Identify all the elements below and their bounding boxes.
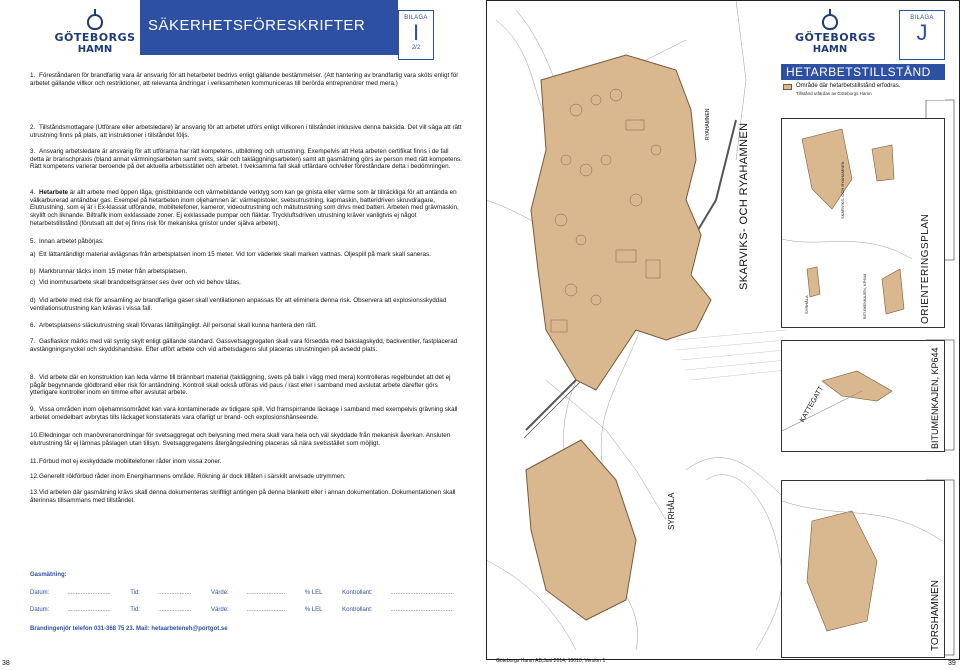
rule-item: [30, 374, 464, 397]
lel-field: % LEL: [304, 607, 323, 613]
rule-item: [30, 338, 464, 353]
bitumenkajen-small-label: BITUMENKAJEN, KP644: [862, 273, 867, 319]
syrhala-label: SYRHÅLA: [667, 492, 676, 530]
varde-field[interactable]: Värde:: [211, 590, 229, 596]
rule-number: d): [30, 297, 36, 304]
rule-text: Vid inomhusarbete skall brandcellsgränser ses över och vid behov tätas.: [39, 279, 241, 286]
rule-text: Elledningar och manövreranordningar för svetsaggregat och belysning med mera skall vara hela och väl skyddade från mekanisk åverkan. Ansluten elutrustning får ej lämnas påslagen utan tillsyn. Svetsaggregatens återgångsledning placeras så nära svetsstället som möjligt.: [30, 432, 451, 447]
rule-item: [30, 322, 464, 330]
legend-text: Område där hetarbetstillstånd erfodras.: [796, 83, 901, 89]
page-number-right: 39: [948, 660, 956, 667]
skarviks-main-label: SKARVIKS- OCH RYAHAMNEN: [738, 122, 750, 290]
rule-number: 1.: [30, 72, 36, 79]
kontrollant-field[interactable]: Kontrollant:: [342, 607, 373, 613]
legend: [781, 82, 945, 100]
varde-field[interactable]: Värde:: [211, 607, 229, 613]
rule-text: Vid arbeten där gasmätning krävs skall denna dokumenteras skriftligt antingen på denna blankett eller i annan dokumentation. Dokumentationen skall återinnas tillsammans med tillståndet.: [30, 489, 456, 504]
rule-number: 4.: [30, 189, 36, 196]
rule-text: Ett lättantändligt material avlägsnas från arbetsplatsen inom 15 meter. Vid torr väderlek skall marken vattnas. Oljespill på mark skall saneras.: [39, 251, 431, 258]
rule-number: 3.: [30, 148, 36, 155]
anchor-icon: [822, 14, 838, 30]
inset-orienteringsplan: [781, 118, 945, 328]
bilaga-box-left: [398, 10, 434, 60]
rule-item: [30, 238, 464, 246]
rule-text: Vid arbete med risk för ansamling av brandfarliga gaser skall ventilationen anpassas för att eliminera denna risk. Observera att explosionsskyddad ventilationsutrustning kan krävas i vissa fall.: [30, 297, 447, 312]
rule-text: Gasflaskor märks med väl synlig skylt enligt gällande standard. Gassvetsaggregaten skall vara försedda med bakslagskydd, backventiler, fastplacerad avstängningsnyckel och skyddshandske. Efter utfört arbete och vid arbetsdagens slut placeras utrustningen på avsedd plats.: [30, 338, 458, 353]
rule-number: a): [30, 251, 36, 258]
rule-item: [30, 458, 464, 466]
footer: Göteborgs Hamn AB,Juni 2014, 10010, Version 1: [496, 658, 606, 664]
bilaga-box-right: [899, 10, 945, 60]
bilaga-label: BILAGA: [910, 15, 934, 21]
syrhala-small-label: SYRHÅLA: [804, 295, 809, 314]
map-title: HETARBETSTILLSTÅND: [786, 65, 931, 79]
goteborgs-hamn-logo: [50, 14, 140, 55]
rule-text: Föreståndaren för brandfarlig vara är ansvarig för att hetarbetet bedrivs enligt gällande bestämmelser. (Att hantering av brandfarlig vara sköts enligt för arbetet gällande villkor och restriktioner, att relevanta ändringar i verksamheten kommuniceras till berörda entreprenörer med mera.): [30, 72, 459, 87]
rule-number: 6.: [30, 322, 36, 329]
contact-line: Brandingenjör telefon 031-368 75 23. Mail: hetaarbeteneh@portgot.se: [30, 626, 228, 632]
rule-number: 2.: [30, 124, 36, 131]
inset-torshamnen: [781, 480, 945, 658]
torshamnen-label: TORSHAMNEN: [930, 580, 941, 651]
rule-text: Förbud mot ej exskyddade mobiltelefoner råder inom vissa zoner.: [39, 458, 222, 465]
datum-field[interactable]: Datum:: [30, 590, 50, 596]
rule-text: Generellt rökförbud råder inom Energihamnens område. Rökning är dock tillåten i särskilt anvisade utrymmen.: [39, 473, 346, 480]
rule-text: Markbrunnar täcks inom 15 meter från arbetsplatsen.: [39, 268, 188, 275]
header-band: [140, 0, 398, 55]
ryahamnen-label: RYAHAMNEN: [705, 108, 711, 140]
bitumenkajen-label: BITUMENKAJEN, KP644: [930, 347, 940, 449]
rule-number: 10.: [30, 432, 39, 439]
rule-text: Innan arbetet påbörjas:: [39, 238, 104, 245]
rule-item: [30, 473, 464, 481]
rule-item: [30, 189, 464, 228]
rule-bold: Hetarbete: [39, 189, 69, 196]
rule-item: [30, 124, 464, 139]
rule-number: 12.: [30, 473, 39, 480]
tid-field[interactable]: Tid:: [130, 607, 141, 613]
kattegatt-label: KATTEGATT: [799, 385, 826, 424]
bilaga-letter: J: [916, 20, 928, 45]
rule-text: Arbetsplatsens släckutrustning skall förvaras lättillgängligt. All personal skall kunna hantera den rätt.: [39, 322, 317, 329]
rule-text: är allt arbete med öppen låga, gnistbildande och värmebildande verktyg som kan ge gnista eller värme som är tillräckliga för att antända en välkarburerad antändbar gas. Exempel på hetarbeten inom oljehamnen är: värmepistoler, svetsutrustning, kapmaskin, batteridriven skruvdragare, Elutrustning, som ej är i Ex-klassat utförande, mobiltelefoner, kameror, videoutrustning och mätutrustning som drivs med batteri. Arbeten med grävmaskin, skylift och liknande. Biltrafik inom exklassade zoner. Ej exklassade pumpar och fläktar. Tryckluftsdriven utrustning kräver vanligtvis ej något hetarbetstillstånd (förutsatt att det ej finns risk för mekaniska gnistor under själva arbetet).: [30, 189, 459, 227]
rule-text: Tillståndsmottagare (Utförare eller arbetsledare) är ansvarig för att arbetet utförs enligt villkoren i tillståndet inklusive denna baksida. Det vill säga att rätt utrustning finns på plats, att instruktioner i tillståndet följs.: [30, 124, 462, 139]
logo-line1: GÖTEBORGS: [795, 31, 877, 44]
bilaga-label: BILAGA: [404, 15, 428, 21]
rule-item: [30, 268, 464, 276]
rule-number: c): [30, 279, 36, 286]
rule-text: Ansvarig arbetsledare är ansvarig för att utförarna har rätt kompetens, utbildning och utrustning. Exempelvis att Heta arbeten certifikat finns i de fall detta är branschpraxis (bland annat värmningsarbeten samt svets, skär och takläggningsarbeten) samt att gasmätning görs av person med rätt kompetens. Rätt kompetens varierar beroende på det aktuella arbetsstället och arbetet. I tveksamma fall skall utfärdare och/eller föreståndare delta i bedömningen.: [30, 148, 462, 171]
page-of: 2/2: [411, 45, 421, 51]
skarviks-small-label: SKARVIKS- OCH RYAHAMNEN: [840, 161, 845, 219]
rule-text: Vissa områden inom oljehamnsområdet kan vara kontaminerade av tidigare spill. Vid framspirrande läckage i samband med exempelvis grävning skall arbetet omedelbart avbrytas tills läckaget konstaterats vara ofarligt ur brand- och explosionshänseende.: [30, 406, 458, 421]
anchor-icon: [87, 14, 103, 30]
rule-number: 8.: [30, 374, 36, 381]
rule-item: [30, 432, 464, 447]
rule-number: 9.: [30, 406, 36, 413]
rule-number: 5.: [30, 238, 36, 245]
form-row-2: Datum: .......................... Tid: .................... Värde: ....................... % LEL Kontrollant: ......................................: [30, 607, 454, 613]
page-number-left: 38: [2, 660, 10, 667]
inset-bitumenkajen: [781, 340, 945, 452]
legend-swatch: [783, 84, 792, 90]
legend-sub: Tillstånd utfärdas av Göteborgs Hamn: [796, 91, 872, 96]
logo-line1: GÖTEBORGS: [54, 31, 136, 44]
rule-number: 11.: [30, 458, 39, 465]
rule-number: 7.: [30, 338, 36, 345]
page-title: SÄKERHETSFÖRESKRIFTER: [148, 17, 366, 34]
rule-item: [30, 297, 464, 312]
rule-number: 13.: [30, 489, 39, 496]
form-row-1: Datum: .......................... Tid: .................... Värde: ....................... % LEL Kontrollant: ......................................: [30, 590, 454, 596]
rule-item: [30, 279, 464, 287]
rule-text: Vid arbete där en konstruktion kan leda värme till brännbart material (takläggning, svets på balk i vägg med mera) kontrolleras regelbundet att det ej pågår begynnande glödbrand eller risk för antändning. Kontroll skall också utföras vid paus / rast eller i samband med avslutat arbete därefter görs ytterligare kontroller inom en timme efter avslutat arbete.: [30, 374, 451, 397]
bilaga-letter: I: [412, 20, 420, 45]
rule-item: [30, 251, 464, 259]
kontrollant-field[interactable]: Kontrollant:: [342, 590, 373, 596]
map-title-band: [781, 64, 945, 80]
rule-item: [30, 72, 464, 87]
lel-field: % LEL: [304, 590, 323, 596]
datum-field[interactable]: Datum:: [30, 607, 50, 613]
gasmatning-label: Gasmätning:: [30, 572, 67, 578]
rule-item: [30, 489, 464, 504]
logo-line2: HAMN: [77, 44, 113, 55]
rule-item: [30, 148, 464, 171]
tid-field[interactable]: Tid:: [130, 590, 141, 596]
logo-line2: HAMN: [812, 44, 848, 55]
orientering-label: ORIENTERINGSPLAN: [920, 213, 931, 324]
rule-number: b): [30, 268, 36, 275]
goteborgs-hamn-logo-right: [795, 14, 877, 55]
rule-item: [30, 406, 464, 421]
